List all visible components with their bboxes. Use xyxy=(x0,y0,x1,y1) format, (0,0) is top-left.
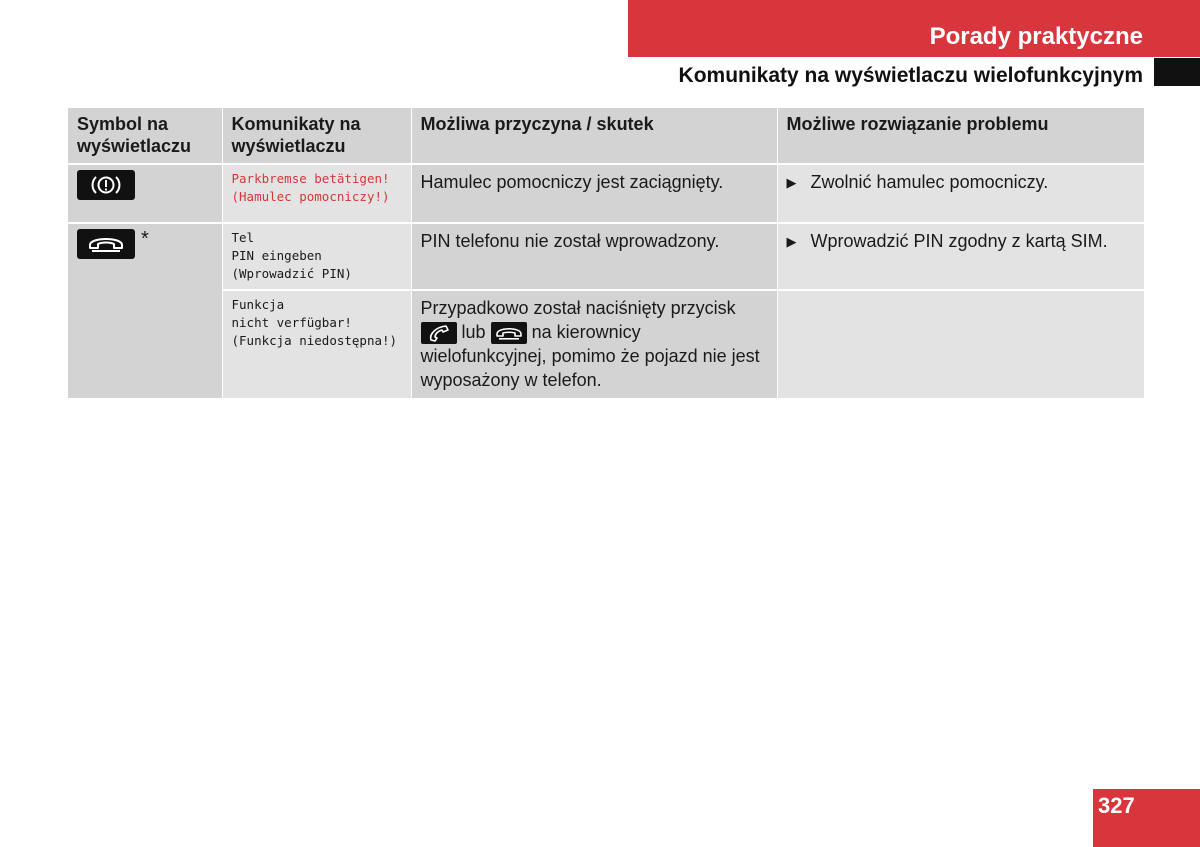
message-line: Tel xyxy=(231,230,255,245)
message-line: (Hamulec pomocniczy!) xyxy=(231,189,390,204)
messages-table xyxy=(68,108,1145,400)
cause-cell: PIN telefonu nie został wprowadzony. xyxy=(411,223,777,290)
message-line: (Funkcja niedostępna!) xyxy=(231,333,398,348)
message-line: nicht verfügbar! xyxy=(231,315,352,330)
solution-cell xyxy=(777,223,1144,290)
column-header-solution: Możliwe rozwiązanie problemu xyxy=(777,108,1144,164)
table-row xyxy=(68,164,1144,223)
symbol-cell xyxy=(68,164,222,223)
table-header-row xyxy=(68,108,1144,164)
cause-cell xyxy=(411,290,777,399)
cause-text: na kierownicy xyxy=(531,322,641,342)
cause-text-with-icons xyxy=(421,320,768,344)
phone-hangup-icon xyxy=(491,322,527,344)
message-line: Funkcja xyxy=(231,297,285,312)
section-title: Porady praktyczne xyxy=(929,23,1143,50)
cause-text: wyposażony w telefon. xyxy=(420,370,602,390)
bullet-arrow-icon: ▶ xyxy=(786,234,797,249)
solution-cell xyxy=(777,164,1144,223)
message-line: Parkbremse betätigen! xyxy=(231,171,390,186)
message-line: PIN eingeben xyxy=(231,248,322,263)
message-cell xyxy=(222,164,411,223)
symbol-cell xyxy=(68,223,222,399)
column-header-symbol: Symbol na wyświetlaczu xyxy=(68,108,222,164)
solution-text: Wprowadzić PIN zgodny z kartą SIM. xyxy=(810,231,1108,251)
section-marker-tab xyxy=(1154,58,1200,86)
cause-text: Przypadkowo został naciśnięty przycisk xyxy=(420,298,736,318)
message-cell xyxy=(222,223,411,290)
message-cell xyxy=(222,290,411,399)
cause-text: wielofunkcyjnej, pomimo że pojazd nie jest xyxy=(420,346,760,366)
solution-cell xyxy=(777,290,1144,399)
section-header-bar xyxy=(628,0,1200,57)
footnote-asterisk: * xyxy=(141,228,149,250)
column-header-cause: Możliwa przyczyna / skutek xyxy=(411,108,777,164)
parking-brake-warning-icon xyxy=(77,170,135,200)
table-row xyxy=(68,223,1144,290)
page-number: 327 xyxy=(1093,789,1200,847)
page-subtitle: Komunikaty na wyświetlaczu wielofunkcyjnym xyxy=(678,64,1143,87)
column-header-message: Komunikaty na wyświetlaczu xyxy=(222,108,411,164)
message-line: (Wprowadzić PIN) xyxy=(231,266,352,281)
bullet-arrow-icon: ▶ xyxy=(786,175,797,190)
phone-answer-icon xyxy=(421,322,457,344)
solution-text: Zwolnić hamulec pomocniczy. xyxy=(810,172,1049,192)
telephone-icon xyxy=(77,229,135,259)
cause-cell: Hamulec pomocniczy jest zaciągnięty. xyxy=(411,164,777,223)
cause-connector: lub xyxy=(461,322,486,342)
table-row xyxy=(68,290,1144,399)
